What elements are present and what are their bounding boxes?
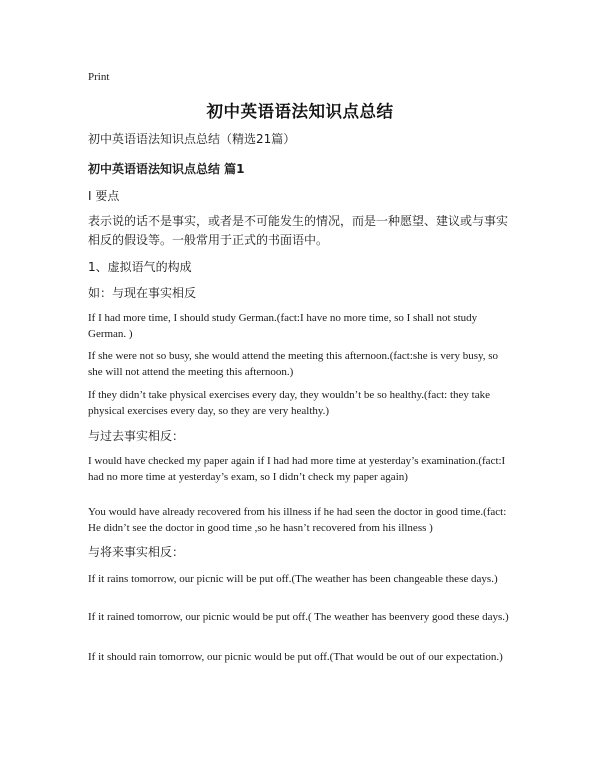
intro-paragraph: 表示说的话不是事实，或者是不可能发生的情况，而是一种愿望、建议或与事实相反的假设等。一般常用于正式的书面语中。 bbox=[88, 214, 509, 247]
past-example-1: I would have checked my paper again if I had had more time at yesterday’s examination.(fact:I had no more time at yesterday’s exam, so I didn’t check my paper again) bbox=[88, 455, 506, 483]
print-label: Print bbox=[88, 71, 110, 83]
present-example-3: If they didn’t take physical exercises every day, they wouldn’t be so healthy.(fact: they take physical exercises every day, so they are very healthy.) bbox=[88, 389, 490, 417]
sub-heading-present: 如：与现在事实相反 bbox=[88, 286, 197, 300]
subtitle: 初中英语语法知识点总结（精选21篇） bbox=[88, 132, 296, 146]
past-example-2: You would have already recovered from his illness if he had seen the doctor in good time.(fact: He didn’t see the doctor in good time ,so he hasn’t recovered from his illness ) bbox=[88, 506, 507, 534]
future-example-3: If it should rain tomorrow, our picnic would be put off.(That would be out of our expectation.) bbox=[88, 651, 503, 663]
future-example-1: If it rains tomorrow, our picnic will be put off.(The weather has been changeable these days.) bbox=[88, 573, 498, 585]
future-heading: 与将来事实相反： bbox=[88, 545, 185, 559]
past-heading: 与过去事实相反： bbox=[88, 429, 185, 443]
present-example-2: If she were not so busy, she would attend the meeting this afternoon.(fact:she is very busy, so she will not attend the meeting this afternoon.) bbox=[88, 350, 499, 378]
section-heading: 初中英语语法知识点总结 篇1 bbox=[88, 162, 245, 176]
future-example-2: If it rained tomorrow, our picnic would be put off.( The weather has beenvery good these days.) bbox=[88, 611, 509, 623]
sub-heading-construction: 1、虚拟语气的构成 bbox=[88, 260, 192, 274]
item-heading: I 要点 bbox=[88, 189, 120, 203]
present-example-1: If I had more time, I should study German.(fact:I have no more time, so I shall not study German. ) bbox=[88, 312, 478, 340]
page-title: 初中英语语法知识点总结 bbox=[206, 102, 394, 121]
